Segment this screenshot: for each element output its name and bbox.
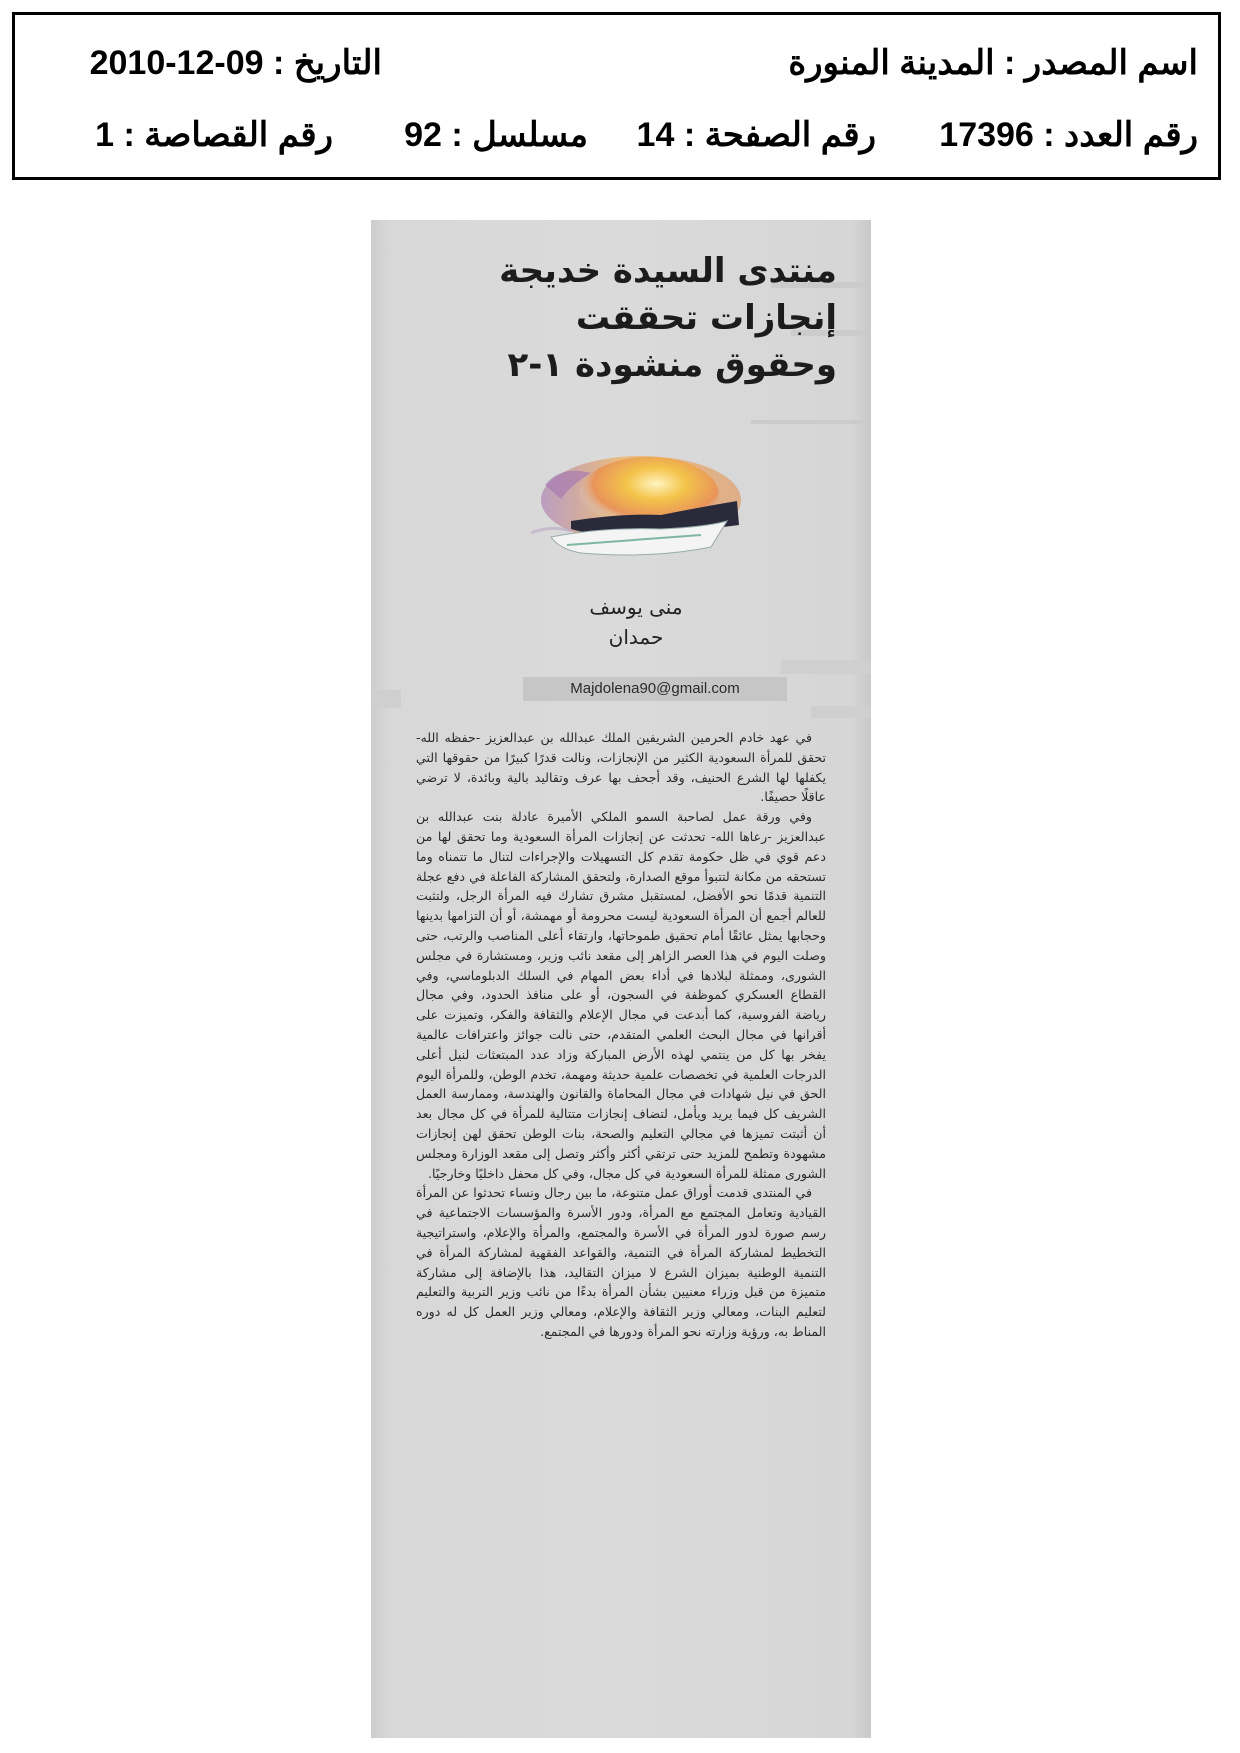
- author-byline: [521, 592, 751, 652]
- page-field: [637, 115, 876, 155]
- author-last-name: حمدان: [608, 625, 664, 649]
- headline-line-3: وحقوق منشودة ١-٢: [507, 345, 837, 385]
- headline-line-2: إنجازات تحققت: [575, 298, 837, 338]
- clip-number-field: [95, 115, 333, 155]
- issue-label: رقم العدد :: [1043, 116, 1198, 154]
- source-value: المدينة المنورة: [788, 44, 995, 82]
- date-field: [90, 43, 382, 83]
- page-value: 14: [636, 116, 675, 154]
- serial-field: [404, 115, 588, 155]
- author-first-name: منى يوسف: [589, 595, 683, 619]
- newspaper-clipping: [371, 220, 871, 1738]
- article-body: [416, 728, 826, 1342]
- serial-value: 92: [404, 116, 442, 154]
- bleed-through-mark: [371, 690, 401, 708]
- serial-label: مسلسل :: [451, 116, 588, 154]
- issue-value: 17396: [939, 116, 1034, 154]
- bleed-through-mark: [751, 420, 871, 424]
- article-paragraph: في عهد خادم الحرمين الشريفين الملك عبدالله بن عبدالعزيز -حفظه الله- تحقق للمرأة السعودية الكثير من الإنجازات، ونالت قدرًا كبيرًا من حقوقها التي يكفلها لها الشرع الحنيف، وقد أجحف بها عرف وتقاليد بالية وبائدة، لا ترضي عاقلًا حصيفًا.: [416, 730, 826, 805]
- clip-number-value: 1: [95, 116, 115, 154]
- bleed-through-mark: [811, 706, 871, 718]
- author-email: Majdolena90@gmail.com: [523, 677, 787, 701]
- source-label: اسم المصدر :: [1004, 44, 1198, 82]
- article-paragraph: وفي ورقة عمل لصاحبة السمو الملكي الأميرة عادلة بنت عبدالله بن عبدالعزيز -رعاها الله- تحدثت عن إنجازات المرأة السعودية وما تحقق لها من دعم قوي في ظل حكومة تقدم كل التسهيلات والإجراءات لتنال ما تتمناه وما تستحقه من مكانة لتتبوأ موقع الصدارة، ولتحقق المشاركة الفاعلة في دفع عجلة التنمية قدمًا نحو الأفضل، لمستقبل مشرق تشارك فيه المرأة الرجل، ولتثبت للعالم أجمع أن المرأة السعودية ليست محرومة أو مهمشة، أو أن التزامها بدينها وحجابها يمثل عائقًا أمام تحقيق طموحاتها، وارتقاء أعلى المناصب والرتب، حتى وصلت اليوم في هذا العصر الزاهر إلى مقعد نائب وزير، ومستشارة في مجلس الشورى، وممثلة لبلادها في أداء بعض المهام في السلك الدبلوماسي، وفي القطاع العسكري كموظفة في السجون، أو على منافذ الحدود، وفي مجال رياضة الفروسية، كما أبدعت في مجال الإعلام والثقافة والفكر، وتميزت على أقرانها في مجال البحث العلمي المتقدم، حتى نالت جوائز واعترافات عالمية يفخر بها كل من ينتمي لهذه الأرض المباركة وزاد عدد المبتعثات لنيل أعلى الدرجات العلمية في تخصصات علمية حديثة ومهمة، تخدم الوطن، وللمرأة اليوم الحق في نيل شهادات في مجال المحاماة والقانون والهندسة، وممارسة العمل الشريف كل فيما يريد ويأمل، لتضاف إنجازات متتالية للمرأة في كل مجال بعد أن أثبتت تميزها في مجالي التعليم والصحة، بنات الوطن تحقق لهن إنجازات مشهودة وتطمح للمزيد حتى ترتقي أكثر وأكثر وتصل إلى مقعد الوزارة ومجلس الشورى ممثلة للمرأة السعودية في كل مجال، وفي كل محفل داخليًا وخارجيًا.: [416, 809, 826, 1181]
- article-paragraph: في المنتدى قدمت أوراق عمل متنوعة، ما بين رجال ونساء تحدثوا عن المرأة القيادية وتعامل المجتمع مع المرأة، ودور الأسرة والمؤسسات الاجتماعية في رسم صورة لدور المرأة في الأسرة والمجتمع، والمرأة والإعلام، واستراتيجية التخطيط لمشاركة المرأة في التنمية، والقواعد الفقهية لمشاركة المرأة في التنمية الوطنية بميزان الشرع لا ميزان التقاليد، هذا بالإضافة إلى مشاركة متميزة من قبل وزراء معنيين بشأن المرأة بدءًا من نائب وزير التربية والتعليم لتعليم البنات، ومعالي وزير الثقافة والإعلام، ومعالي وزير العمل كل له دوره المناط به، ورؤية وزارته نحو المرأة ودورها في المجتمع.: [416, 1185, 826, 1339]
- headline-line-1: منتدى السيدة خديجة: [499, 251, 837, 291]
- columnist-illustration: [531, 455, 745, 563]
- clipping-info-header: [12, 12, 1221, 180]
- date-label: التاريخ :: [272, 44, 382, 82]
- article-headline: [397, 248, 837, 389]
- date-value: 2010-12-09: [89, 44, 264, 82]
- clip-number-label: رقم القصاصة :: [123, 116, 333, 154]
- bleed-through-mark: [781, 660, 871, 674]
- page-label: رقم الصفحة :: [683, 116, 876, 154]
- issue-field: [939, 115, 1198, 155]
- source-field: [788, 43, 1198, 83]
